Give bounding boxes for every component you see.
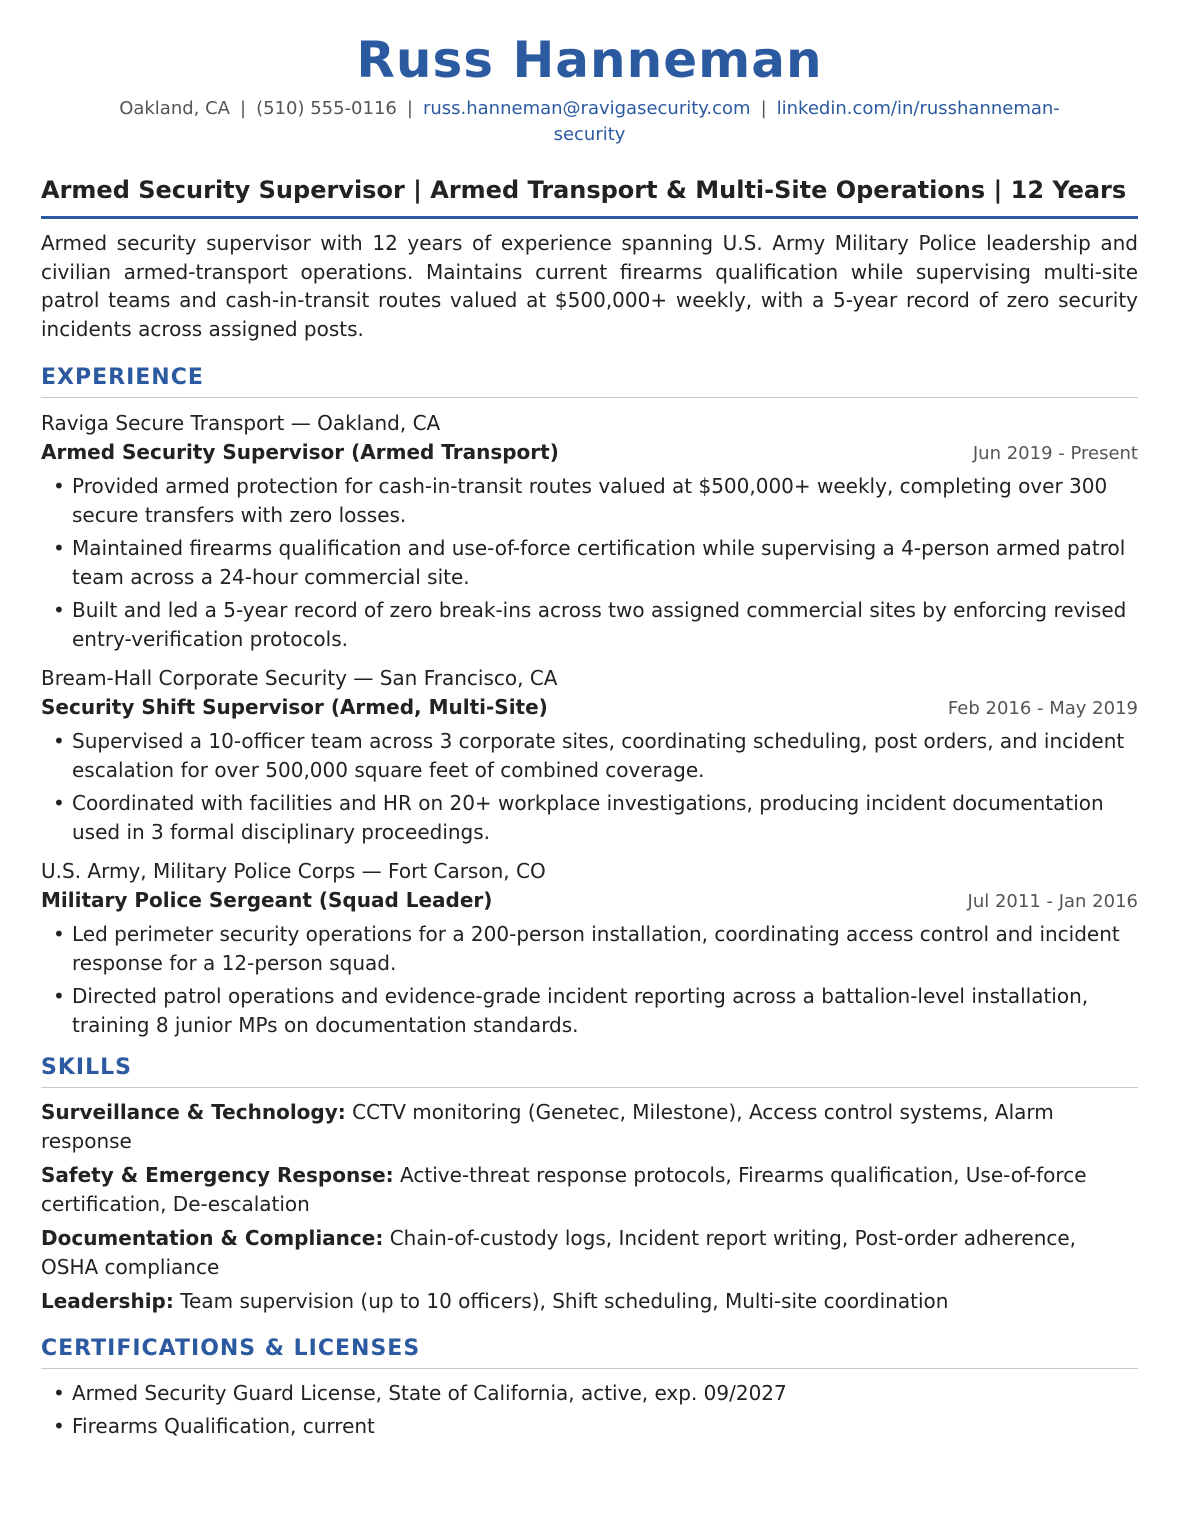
bullet-glyph: • [53, 729, 65, 753]
skill-category: Documentation & Compliance: [41, 1226, 384, 1250]
job-bullet-text: Led perimeter security operations for a 200-person installation, coordinating access control and incident response for a 12-person squad. [72, 922, 1120, 975]
job-bullet [41, 727, 1138, 784]
job-bullet [41, 920, 1138, 977]
job-employer: Bream-Hall Corporate Security — San Francisco, CA [41, 666, 558, 690]
contact-email-link[interactable]: russ.hanneman@ravigasecurity.com [422, 98, 751, 119]
skill-line [41, 1287, 1138, 1316]
job-title: Military Police Sergeant (Squad Leader) [41, 888, 493, 912]
job-entry [41, 856, 1138, 1039]
job-bullet-text: Coordinated with facilities and HR on 20+ workplace investigations, producing incident documentation used in 3 formal disciplinary proceedings. [72, 791, 1104, 844]
bullet-glyph: • [53, 1414, 65, 1438]
summary-paragraph: Armed security supervisor with 12 years of experience spanning U.S. Army Military Police leadership and civilian armed-transport operations. Maintains current firearms qualification while supervising multi-site patrol teams and cash-in-transit routes valued at $500,000+ weekly, with a 5-year record of zero security incidents across assigned posts. [41, 231, 1138, 341]
certification-item [41, 1412, 1138, 1441]
job-title: Security Shift Supervisor (Armed, Multi-Site) [41, 695, 548, 719]
skill-category: Leadership: [41, 1289, 174, 1313]
job-bullet [41, 472, 1138, 529]
certification-text: Firearms Qualification, current [72, 1414, 375, 1438]
job-title-row [41, 886, 1138, 916]
candidate-name: Russ Hanneman [356, 31, 823, 89]
bullet-glyph: • [53, 984, 65, 1008]
job-bullet [41, 789, 1138, 846]
skill-category: Surveillance & Technology: [41, 1100, 346, 1124]
bullet-glyph: • [53, 474, 65, 498]
job-dates: Jul 2011 - Jan 2016 [967, 891, 1138, 912]
job-bullet-text: Directed patrol operations and evidence-grade incident reporting across a battalion-level installation, training 8 junior MPs on documentation standards. [72, 984, 1089, 1037]
contact-separator: | [406, 98, 413, 119]
experience-section [41, 363, 1138, 1039]
job-bullet-text: Supervised a 10-officer team across 3 corporate sites, coordinating scheduling, post orders, and incident escalation for over 500,000 square feet of combined coverage. [72, 729, 1125, 782]
job-employer: Raviga Secure Transport — Oakland, CA [41, 411, 441, 435]
job-title-row [41, 438, 1138, 468]
professional-headline: Armed Security Supervisor | Armed Transport & Multi-Site Operations | 12 Years [41, 172, 1138, 219]
job-bullet-text: Built and led a 5-year record of zero break-ins across two assigned commercial sites by enforcing revised entry-verification protocols. [72, 598, 1127, 651]
skill-line [41, 1224, 1138, 1281]
job-entry [41, 663, 1138, 846]
certification-text: Armed Security Guard License, State of California, active, exp. 09/2027 [72, 1380, 787, 1405]
section-title-skills: SKILLS [41, 1053, 1138, 1088]
skill-text: Active-threat response protocols, Firearms qualification, Use-of-force certification, De-escalation [41, 1163, 1087, 1216]
bullet-glyph: • [53, 922, 65, 946]
job-entry [41, 408, 1138, 653]
contact-location: Oakland, CA [119, 98, 230, 119]
certification-item [41, 1379, 1138, 1408]
skill-text: Team supervision (up to 10 officers), Shift scheduling, Multi-site coordination [180, 1289, 949, 1313]
job-bullets [41, 472, 1138, 653]
job-dates: Feb 2016 - May 2019 [947, 698, 1138, 719]
job-dates: Jun 2019 - Present [972, 443, 1138, 464]
job-bullet [41, 596, 1138, 653]
job-title: Armed Security Supervisor (Armed Transport) [41, 440, 559, 464]
skill-category: Safety & Emergency Response: [41, 1163, 394, 1187]
section-title-certifications: CERTIFICATIONS & LICENSES [41, 1334, 1138, 1369]
job-bullet-text: Maintained firearms qualification and use-of-force certification while supervising a 4-person armed patrol team across a 24-hour commercial site. [72, 536, 1126, 589]
bullet-glyph: • [53, 1380, 65, 1405]
job-employer: U.S. Army, Military Police Corps — Fort Carson, CO [41, 859, 546, 883]
job-bullets [41, 920, 1138, 1039]
job-bullet [41, 534, 1138, 591]
bullet-glyph: • [53, 791, 65, 815]
contact-linkedin-link[interactable]: linkedin.com/in/russhanneman-security [553, 98, 1060, 145]
skill-line [41, 1098, 1138, 1155]
certifications-section [41, 1334, 1138, 1441]
skills-section [41, 1053, 1138, 1316]
contact-separator: | [760, 98, 767, 119]
contact-phone: (510) 555-0116 [256, 98, 397, 119]
bullet-glyph: • [53, 598, 65, 622]
contact-separator: | [240, 98, 247, 119]
contact-line [41, 96, 1138, 148]
bullet-glyph: • [53, 536, 65, 560]
certification-list [41, 1379, 1138, 1441]
section-title-experience: EXPERIENCE [41, 363, 1138, 398]
job-bullet [41, 982, 1138, 1039]
job-bullets [41, 727, 1138, 846]
skill-line [41, 1161, 1138, 1218]
skill-text: CCTV monitoring (Genetec, Milestone), Access control systems, Alarm response [41, 1100, 1054, 1153]
job-bullet-text: Provided armed protection for cash-in-transit routes valued at $500,000+ weekly, completing over 300 secure transfers with zero losses. [72, 474, 1108, 527]
job-title-row [41, 693, 1138, 723]
skill-text: Chain-of-custody logs, Incident report writing, Post-order adherence, OSHA compliance [41, 1226, 1077, 1279]
